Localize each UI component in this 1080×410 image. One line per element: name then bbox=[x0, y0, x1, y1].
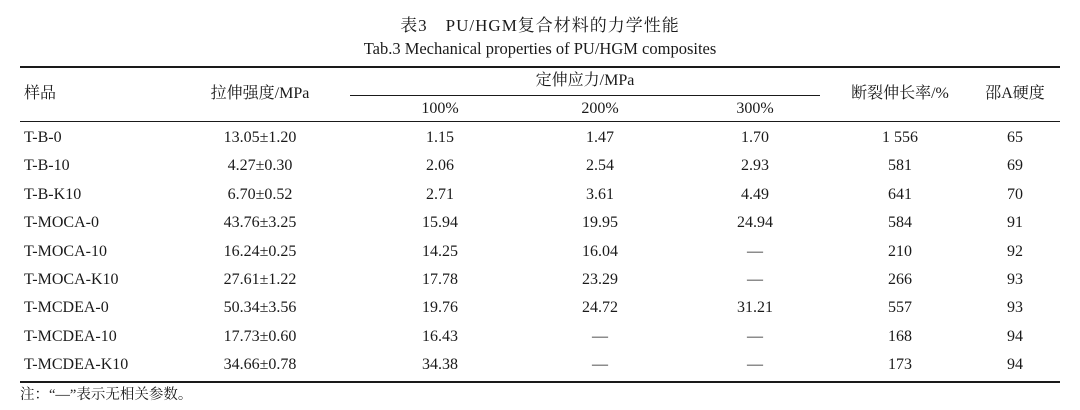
cell-tensile: 27.61±1.22 bbox=[223, 271, 297, 288]
cell-tensile: 13.05±1.20 bbox=[223, 129, 297, 146]
cell-m300: 4.49 bbox=[741, 185, 769, 203]
cell-m300: 31.21 bbox=[737, 299, 773, 317]
cell-m300: — bbox=[747, 271, 763, 288]
cell-elongation: 584 bbox=[888, 214, 912, 232]
cell-elongation: 210 bbox=[888, 242, 912, 260]
modulus-group-rule bbox=[350, 95, 820, 96]
cell-elongation: 173 bbox=[888, 356, 912, 374]
cell-m100: 1.15 bbox=[426, 129, 454, 146]
cell-elongation: 557 bbox=[888, 299, 912, 317]
cell-hardness: 94 bbox=[1007, 356, 1023, 374]
cell-tensile: 6.70±0.52 bbox=[227, 185, 293, 203]
cell-tensile: 4.27±0.30 bbox=[227, 157, 293, 175]
cell-m200: — bbox=[592, 356, 608, 374]
cell-m200: 24.72 bbox=[582, 299, 618, 317]
header-m200: 200% bbox=[581, 100, 619, 117]
table-note: 注：“—”表示无相关参数。 bbox=[20, 387, 193, 403]
cell-m200: 19.95 bbox=[582, 214, 618, 232]
cell-m300: — bbox=[747, 242, 763, 260]
cell-m300: 2.93 bbox=[741, 157, 769, 175]
cell-m100: 19.76 bbox=[422, 299, 458, 317]
cell-tensile: 43.76±3.25 bbox=[223, 214, 297, 232]
cell-m200: 1.47 bbox=[586, 129, 614, 146]
table-header-rule bbox=[20, 121, 1060, 122]
cell-m200: 16.04 bbox=[582, 242, 618, 260]
cell-m100: 2.71 bbox=[426, 185, 454, 203]
cell-m200: — bbox=[592, 327, 608, 345]
cell-sample: T-MCDEA-K10 bbox=[24, 356, 129, 374]
cell-m100: 17.78 bbox=[422, 271, 458, 288]
cell-sample: T-MCDEA-0 bbox=[24, 299, 109, 317]
cell-m100: 34.38 bbox=[422, 356, 458, 374]
cell-m200: 3.61 bbox=[586, 185, 614, 203]
cell-sample: T-MOCA-0 bbox=[24, 214, 99, 232]
cell-m100: 15.94 bbox=[422, 214, 458, 232]
cell-elongation: 266 bbox=[888, 271, 912, 288]
cell-m100: 2.06 bbox=[426, 157, 454, 175]
cell-tensile: 17.73±0.60 bbox=[223, 327, 297, 345]
cell-tensile: 16.24±0.25 bbox=[223, 242, 297, 260]
header-elongation: 断裂伸长率/% bbox=[851, 85, 949, 102]
cell-hardness: 91 bbox=[1007, 214, 1023, 232]
header-m300: 300% bbox=[736, 100, 774, 117]
header-m100: 100% bbox=[421, 100, 459, 117]
cell-m300: — bbox=[747, 356, 763, 374]
cell-hardness: 92 bbox=[1007, 242, 1023, 260]
cell-sample: T-B-K10 bbox=[24, 185, 82, 203]
cell-m300: 24.94 bbox=[737, 214, 773, 232]
cell-sample: T-B-10 bbox=[24, 157, 70, 175]
header-sample: 样品 bbox=[24, 85, 57, 102]
table-caption-en: Tab.3 Mechanical properties of PU/HGM composites bbox=[363, 39, 717, 58]
cell-tensile: 34.66±0.78 bbox=[223, 356, 297, 374]
cell-sample: T-MOCA-K10 bbox=[24, 271, 119, 288]
cell-m200: 2.54 bbox=[586, 157, 614, 175]
cell-tensile: 50.34±3.56 bbox=[223, 299, 297, 317]
cell-hardness: 93 bbox=[1007, 299, 1023, 317]
table-top-rule bbox=[20, 66, 1060, 68]
cell-hardness: 70 bbox=[1007, 185, 1023, 203]
cell-elongation: 168 bbox=[888, 327, 912, 345]
cell-sample: T-MOCA-10 bbox=[24, 242, 107, 260]
cell-sample: T-B-0 bbox=[24, 129, 62, 146]
cell-elongation: 581 bbox=[888, 157, 912, 175]
table-bottom-rule bbox=[20, 381, 1060, 383]
cell-m300: 1.70 bbox=[741, 129, 769, 146]
header-tensile: 拉伸强度/MPa bbox=[210, 85, 310, 102]
table-caption-cn: 表3 PU/HGM复合材料的力学性能 bbox=[400, 16, 680, 35]
cell-hardness: 65 bbox=[1007, 129, 1023, 146]
cell-hardness: 93 bbox=[1007, 271, 1023, 288]
header-modulus-group: 定伸应力/MPa bbox=[535, 72, 635, 89]
cell-m300: — bbox=[747, 327, 763, 345]
cell-hardness: 94 bbox=[1007, 327, 1023, 345]
cell-elongation: 1 556 bbox=[882, 129, 918, 146]
cell-m100: 16.43 bbox=[422, 327, 458, 345]
cell-elongation: 641 bbox=[888, 185, 912, 203]
cell-hardness: 69 bbox=[1007, 157, 1023, 175]
cell-m100: 14.25 bbox=[422, 242, 458, 260]
cell-sample: T-MCDEA-10 bbox=[24, 327, 117, 345]
header-hardness: 邵A硬度 bbox=[985, 85, 1045, 102]
cell-m200: 23.29 bbox=[582, 271, 618, 288]
